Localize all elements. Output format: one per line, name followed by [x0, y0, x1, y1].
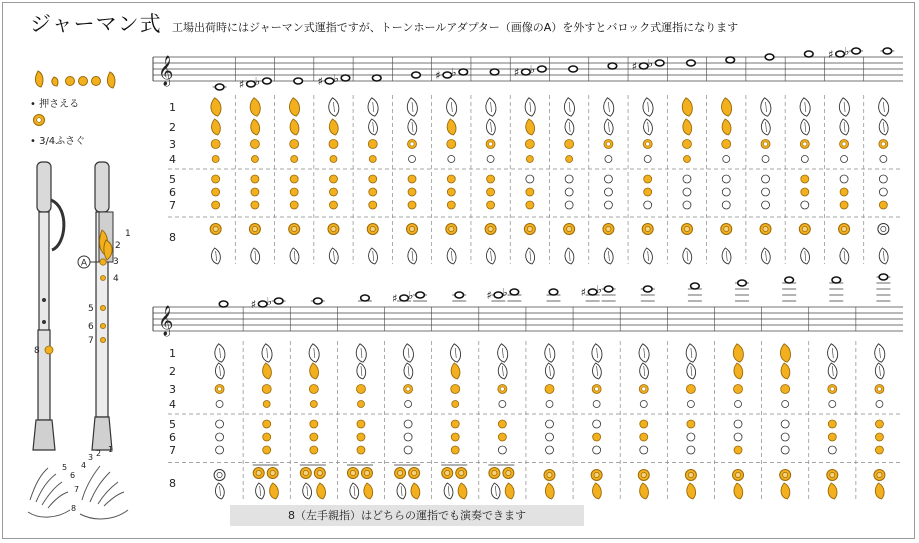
hole-3-icon — [100, 259, 106, 265]
accidental: ♭ — [266, 295, 272, 308]
accidental: ♭ — [408, 289, 414, 302]
legend-label-press: 押さえる — [39, 99, 80, 110]
legend-label-three-quarter: 3/4ふさぐ — [39, 136, 86, 147]
finger-label: 8 — [71, 504, 77, 513]
row-label-1: 1 — [169, 101, 176, 114]
finger-label: 7 — [74, 485, 80, 494]
row-label-7: 7 — [169, 199, 176, 212]
row-label-3: 3 — [169, 383, 176, 396]
row-label-3: 3 — [169, 138, 176, 151]
legend-thumb-icon — [35, 71, 43, 87]
legend-bell-key-icon — [107, 72, 115, 88]
row-label-2: 2 — [169, 121, 176, 134]
treble-clef-icon: 𝄞 — [158, 56, 174, 86]
finger-label: 4 — [81, 461, 87, 470]
accidental: ♭ — [596, 283, 602, 296]
accidental: ♯ — [580, 286, 586, 299]
instrument-illustration — [0, 150, 150, 520]
hole-7-icon — [100, 337, 105, 342]
legend-hole-icon — [79, 77, 88, 86]
accidental: ♭ — [647, 57, 653, 70]
row-label-5: 5 — [169, 173, 176, 186]
instrument-hole-label: 7 — [88, 336, 94, 346]
accidental: ♯ — [435, 69, 441, 82]
instrument-hole-label: 3 — [113, 257, 119, 267]
treble-clef-icon: 𝄞 — [158, 306, 174, 336]
finger-label: 3 — [88, 453, 94, 462]
instrument-front-view — [45, 162, 113, 450]
legend-bullet-1: • 押さえる — [30, 99, 80, 110]
accidental: ♯ — [250, 298, 257, 311]
footer-note: 8（左手親指）はどちらの運指でも演奏できます — [230, 505, 584, 526]
adapter-label: A — [80, 258, 88, 269]
instrument-hole-label: 8 — [34, 346, 40, 356]
instrument-hole-label: 5 — [88, 304, 94, 314]
legend-half-hole-icon — [52, 77, 58, 86]
hole-8-icon — [45, 346, 53, 354]
row-label-4: 4 — [169, 398, 176, 411]
legend-hole-icon — [92, 77, 101, 86]
page-title: ジャーマン式 — [30, 12, 162, 36]
hole-6-icon — [100, 323, 105, 328]
row-label-1: 1 — [169, 347, 176, 360]
accidental: ♯ — [392, 292, 398, 305]
accidental: ♯ — [513, 66, 520, 79]
legend-fingering-sample — [30, 68, 120, 90]
row-label-4: 4 — [169, 153, 176, 166]
finger-label: 2 — [96, 449, 102, 458]
page-subtitle: 工場出荷時にはジャーマン式運指ですが、トーンホールアダプター（画像のA）を外すとバロック式運指になります — [172, 21, 739, 34]
legend-hole-icon — [66, 77, 75, 86]
row-label-2: 2 — [169, 365, 176, 378]
accidental: ♯ — [828, 48, 834, 61]
accidental: ♯ — [631, 60, 638, 73]
instrument-hole-label: 4 — [113, 274, 119, 284]
instrument-hole-label: 2 — [115, 241, 121, 251]
hole-4-icon — [101, 276, 106, 281]
finger-label: 5 — [62, 463, 68, 472]
row-label-8: 8 — [169, 231, 176, 244]
row-label-6: 6 — [169, 431, 176, 444]
accidental: ♭ — [529, 63, 536, 76]
accidental: ♭ — [333, 72, 339, 85]
instrument-hole-label: 6 — [88, 322, 94, 332]
row-label-7: 7 — [169, 444, 176, 457]
row-label-6: 6 — [169, 186, 176, 199]
row-label-8: 8 — [169, 477, 176, 490]
legend-bullet-2: • 3/4ふさぐ — [30, 136, 86, 147]
hole-5-icon — [100, 305, 105, 310]
accidental: ♭ — [451, 66, 457, 79]
instrument-back-view — [33, 162, 64, 450]
finger-label: 1 — [108, 445, 114, 454]
finger-label: 6 — [70, 471, 76, 480]
instrument-hole-label: 1 — [125, 229, 131, 239]
accidental: ♭ — [254, 75, 261, 88]
row-label-5: 5 — [169, 418, 176, 431]
accidental: ♭ — [844, 45, 850, 58]
accidental: ♯ — [238, 78, 245, 91]
three-quarter-hole-icon — [32, 113, 46, 127]
accidental: ♯ — [486, 289, 492, 302]
accidental: ♯ — [317, 75, 323, 88]
accidental: ♭ — [502, 286, 508, 299]
